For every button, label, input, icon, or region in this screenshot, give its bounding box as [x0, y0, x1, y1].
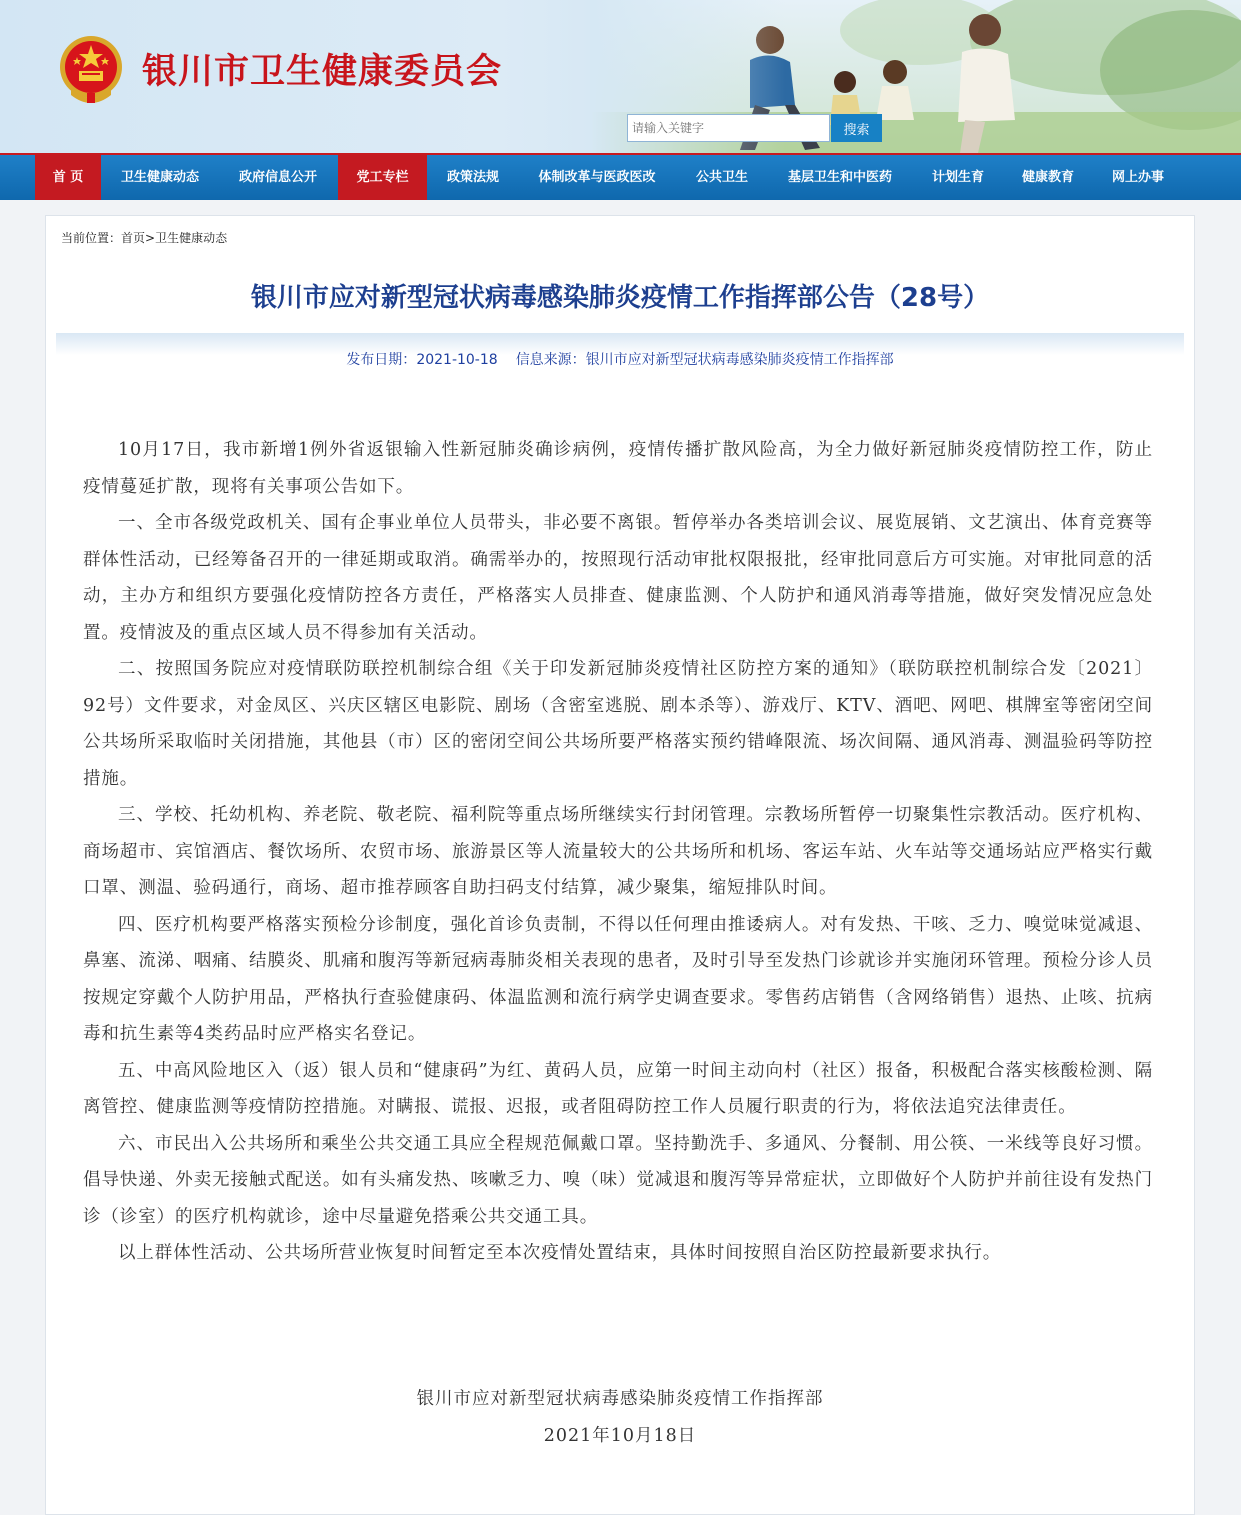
breadcrumb-prefix: 当前位置： [61, 231, 122, 245]
breadcrumb [61, 229, 227, 246]
article-body [83, 432, 1153, 1272]
breadcrumb-current-link[interactable]: 卫生健康动态 [155, 231, 228, 245]
nav-item-family-planning[interactable]: 计划生育 [931, 170, 984, 185]
nav-item-public-health[interactable]: 公共卫生 [695, 170, 748, 185]
publish-date: 2021-10-18 [416, 352, 498, 368]
search-button[interactable]: 搜索 [831, 114, 882, 142]
search-input[interactable] [627, 114, 830, 142]
paragraph-5: 五、中高风险地区入（返）银人员和“健康码”为红、黄码人员，应第一时间主动向村（社区）报备，积极配合落实核酸检测、隔离管控、健康监测等疫情防控措施。对瞒报、谎报、迟报，或者阻碍防控工作人员履行职责的行为，将依法追究法律责任。 [83, 1060, 1153, 1117]
paragraph-6: 六、市民出入公共场所和乘坐公共交通工具应全程规范佩戴口罩。坚持勤洗手、多通风、分餐制、用公筷、一米线等良好习惯。倡导快递、外卖无接触式配送。如有头痛发热、咳嗽乏力、嗅（味）觉减退和腹泻等异常症状，立即做好个人防护并前往设有发热门诊（诊室）的医疗机构就诊，途中尽量避免搭乘公共交通工具。 [83, 1133, 1153, 1227]
nav-item-reform[interactable]: 体制改革与医政医改 [538, 170, 656, 185]
main-nav [0, 153, 1241, 200]
source: 银川市应对新型冠状病毒感染肺炎疫情工作指挥部 [585, 352, 894, 368]
nav-item-home[interactable]: 首 页 [35, 155, 101, 200]
nav-item-online-service[interactable]: 网上办事 [1111, 170, 1164, 185]
paragraph-intro: 10月17日，我市新增1例外省返银输入性新冠肺炎确诊病例，疫情传播扩散风险高，为全力做好新冠肺炎疫情防控工作，防止疫情蔓延扩散，现将有关事项公告如下。 [83, 440, 1153, 497]
nav-item-health-edu[interactable]: 健康教育 [1021, 170, 1074, 185]
nav-item-primary-care[interactable]: 基层卫生和中医药 [787, 170, 892, 185]
breadcrumb-home-link[interactable]: 首页 [121, 231, 146, 245]
site-header [0, 0, 1241, 153]
article-meta [56, 349, 1184, 369]
paragraph-3: 三、学校、托幼机构、养老院、敬老院、福利院等重点场所继续实行封闭管理。宗教场所暂停一切聚集性宗教活动。医疗机构、商场超市、宾馆酒店、餐饮场所、农贸市场、旅游景区等人流量较大的公共场所和机场、客运车站、火车站等交通场站应严格实行戴口罩、测温、验码通行，商场、超市推荐顾客自助扫码支付结算，减少聚集，缩短排队时间。 [83, 805, 1153, 898]
sign-date: 2021年10月18日 [543, 1426, 697, 1446]
breadcrumb-separator: > [145, 231, 156, 245]
nav-item-health-news[interactable]: 卫生健康动态 [120, 170, 199, 185]
nav-item-policy[interactable]: 政策法规 [446, 170, 499, 185]
paragraph-1: 一、全市各级党政机关、国有企事业单位人员带头，非必要不离银。暂停举办各类培训会议、展览展销、文艺演出、体育竞赛等群体性活动，已经筹备召开的一律延期或取消。确需举办的，按照现行活动审批权限报批，经审批同意后方可实施。对审批同意的活动，主办方和组织方要强化疫情防控各方责任，严格落实人员排查、健康监测、个人防护和通风消毒等措施，做好突发情况应急处置。疫情波及的重点区域人员不得参加有关活动。 [83, 513, 1153, 643]
nav-item-gov-info[interactable]: 政府信息公开 [238, 170, 317, 185]
national-emblem-icon [57, 33, 125, 105]
nav-item-party-work[interactable]: 党工专栏 [338, 155, 427, 200]
site-title: 银川市卫生健康委员会 [142, 52, 503, 92]
signature: 银川市应对新型冠状病毒感染肺炎疫情工作指挥部 [416, 1389, 824, 1409]
source-label: 信息来源： [515, 352, 586, 368]
paragraph-4: 四、医疗机构要严格落实预检分诊制度，强化首诊负责制，不得以任何理由推诿病人。对有发热、干咳、乏力、嗅觉味觉减退、鼻塞、流涕、咽痛、结膜炎、肌痛和腹泻等新冠病毒肺炎相关表现的患者，及时引导至发热门诊就诊并实施闭环管理。预检分诊人员按规定穿戴个人防护用品，严格执行查验健康码、体温监测和流行病学史调查要求。零售药店销售（含网络销售）退热、止咳、抗病毒和抗生素等4类药品时应严格实名登记。 [83, 914, 1153, 1044]
paragraph-closing: 以上群体性活动、公共场所营业恢复时间暂定至本次疫情处置结束，具体时间按照自治区防控最新要求执行。 [118, 1243, 1002, 1263]
article-title: 银川市应对新型冠状病毒感染肺炎疫情工作指挥部公告（28号） [250, 283, 990, 313]
paragraph-2: 二、按照国务院应对疫情联防联控机制综合组《关于印发新冠肺炎疫情社区防控方案的通知》（联防联控机制综合发〔2021〕92号）文件要求，对金凤区、兴庆区辖区电影院、剧场（含密室逃脱、剧本杀等）、游戏厅、KTV、酒吧、网吧、棋牌室等密闭空间公共场所采取临时关闭措施，其他县（市）区的密闭空间公共场所要严格落实预约错峰限流、场次间隔、通风消毒、测温验码等防控措施。 [83, 659, 1153, 789]
publish-date-label: 发布日期： [346, 352, 417, 368]
